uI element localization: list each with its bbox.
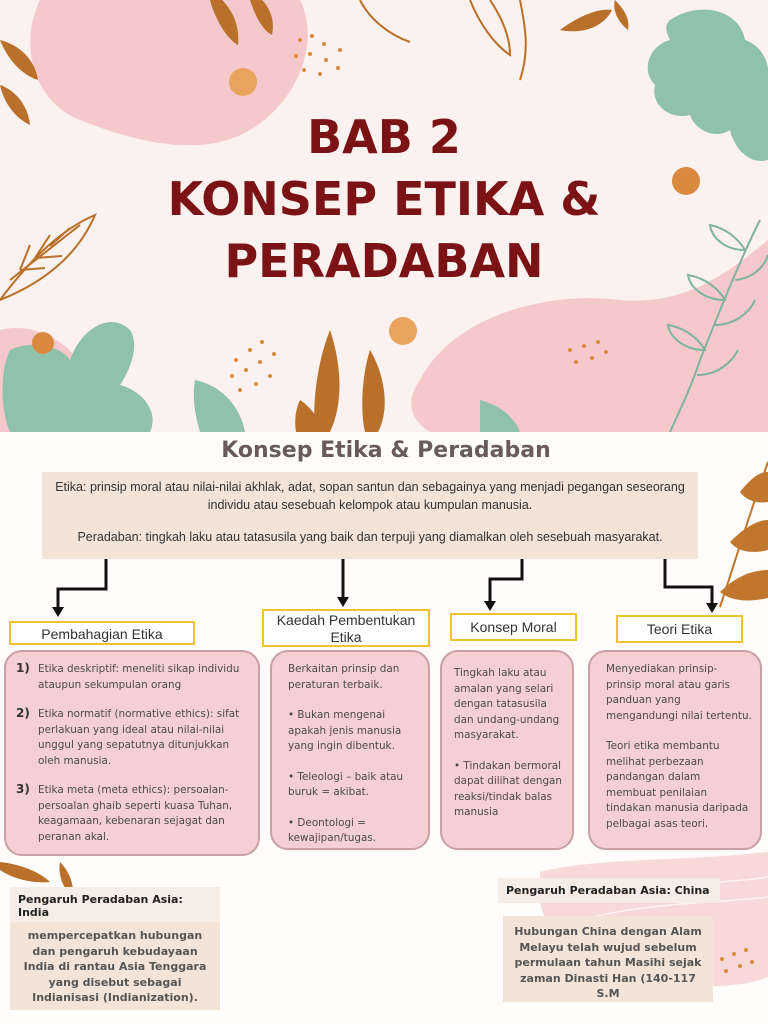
orange-dot bbox=[32, 332, 54, 354]
card-paragraph: • Tindakan bermoral dapat dilihat dengan reaksi/tindak balas manusia bbox=[454, 759, 563, 818]
orange-dot bbox=[229, 68, 257, 96]
label-teori-etika: Teori Etika bbox=[616, 615, 743, 643]
cover-section bbox=[0, 0, 768, 432]
definitions-box bbox=[42, 472, 698, 559]
card-paragraph: Berkaitan prinsip dan peraturan terbaik. bbox=[288, 663, 400, 691]
card-paragraph: • Deontologi = kewajipan/tugas. bbox=[288, 816, 377, 844]
card-paragraph: • Teleologi – baik atau buruk = akibat. bbox=[288, 770, 404, 798]
cover-title-line3: PERADABAN bbox=[224, 234, 544, 288]
list-item: 3) Etika meta (meta ethics): persoalan-persoalan ghaib seperti kuasa Tuhan, keagamaan, kebenaran sejagat dan peranan akal. bbox=[16, 782, 233, 843]
card-paragraph: Tingkah laku atau amalan yang selari dengan tatasusila dan undang-undang masyarakat. bbox=[454, 667, 560, 741]
concept-section bbox=[0, 432, 768, 1024]
section-heading: Konsep Etika & Peradaban bbox=[221, 438, 551, 463]
list-item: 2) Etika normatif (normative ethics): sifat perlakuan yang ideal atau nilai-nilai unggul yang sepatutnya ditunjukkan oleh manusia. bbox=[16, 706, 240, 767]
india-influence-tag: Pengaruh Peradaban Asia: India bbox=[10, 887, 220, 925]
orange-dot bbox=[389, 317, 417, 345]
peradaban-definition: Peradaban: tingkah laku atau tatasusila yang baik dan terpuji yang diamalkan oleh sesebuah masyarakat. bbox=[77, 530, 663, 544]
card-paragraph: Menyediakan prinsip-prinsip moral atau garis panduan yang mengandungi nilai tertentu. bbox=[606, 663, 752, 722]
card-kaedah-pembentukan-etika bbox=[270, 650, 430, 850]
card-pembahagian-etika bbox=[4, 650, 260, 856]
card-paragraph: Teori etika membantu melihat perbezaan pandangan dalam membuat penilaian tindakan manusia daripada pelbagai asas teori. bbox=[606, 740, 749, 830]
card-paragraph: • Bukan mengenai apakah jenis manusia yang ingin dibentuk. bbox=[288, 709, 402, 752]
card-teori-etika bbox=[588, 650, 762, 850]
list-item: 1) Etika deskriptif: meneliti sikap individu ataupun sekumpulan orang bbox=[16, 661, 240, 691]
card-konsep-moral bbox=[440, 650, 574, 850]
label-kaedah-pembentukan-etika: Kaedah Pembentukan Etika bbox=[262, 609, 430, 647]
cover-title-line1: BAB 2 bbox=[307, 110, 461, 164]
label-konsep-moral: Konsep Moral bbox=[450, 613, 577, 641]
india-influence-text: mempercepatkan hubungan dan pengaruh kebudayaan India di rantau Asia Tenggara yang disebut sebagai Indianisasi (Indianization). bbox=[10, 922, 220, 1010]
china-influence-text: Hubungan China dengan Alam Melayu telah wujud sebelum permulaan tahun Masihi sejak zaman Dinasti Han (140-117 S.M bbox=[503, 916, 713, 1002]
china-influence-tag: Pengaruh Peradaban Asia: China bbox=[498, 878, 720, 903]
cover-title-line2: KONSEP ETIKA & bbox=[167, 172, 601, 226]
etika-definition: Etika: prinsip moral atau nilai-nilai akhlak, adat, sopan santun dan sebagainya yang menjadi pegangan seseorang individu atau sesebuah kelompok atau kumpulan manusia. bbox=[55, 480, 685, 512]
label-pembahagian-etika: Pembahagian Etika bbox=[9, 621, 195, 645]
